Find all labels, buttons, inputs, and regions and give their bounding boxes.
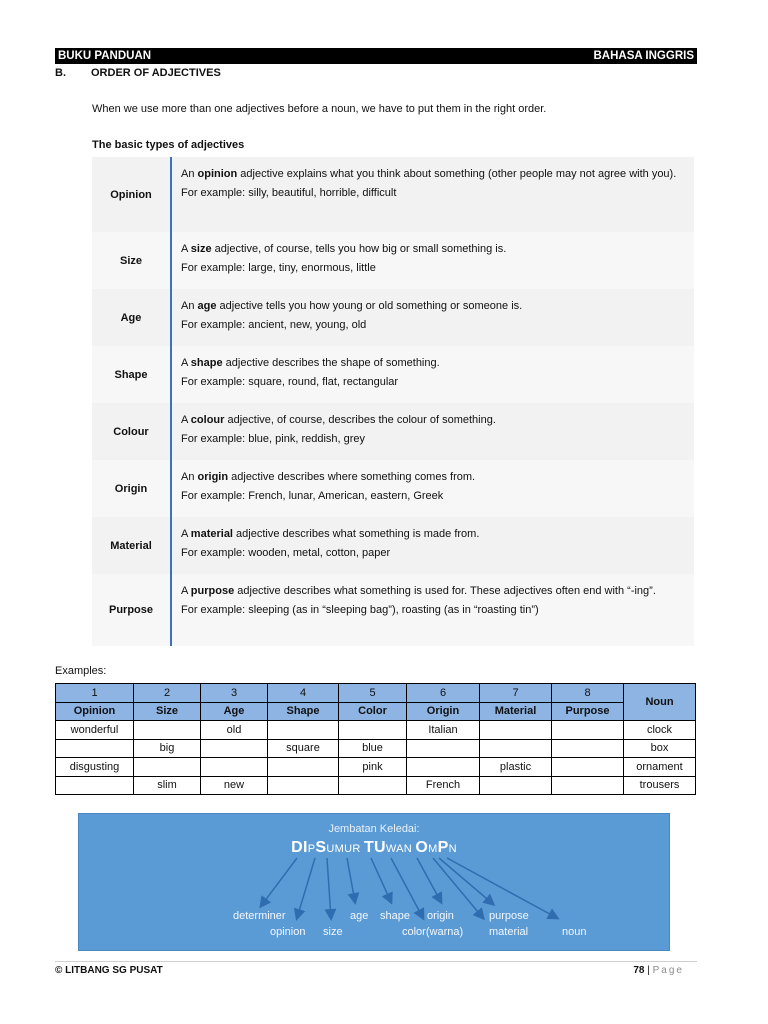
- table-cell: clock: [624, 721, 696, 740]
- column-number: 4: [268, 684, 339, 703]
- table-cell: [56, 739, 134, 758]
- type-description: [172, 574, 694, 646]
- type-definition: [181, 240, 685, 259]
- intro-text: When we use more than one adjectives before a noun, we have to put them in the right order.: [92, 103, 547, 115]
- mnemonic-arrow: [447, 858, 557, 918]
- column-number: 1: [56, 684, 134, 703]
- definition-post: adjective explains what you think about something (other people may not agree with you).: [237, 168, 677, 180]
- definition-pre: A: [181, 243, 191, 255]
- column-header: Material: [480, 702, 552, 721]
- definition-pre: An: [181, 300, 198, 312]
- mnemonic-label: size: [323, 926, 343, 938]
- page-header: [55, 48, 697, 64]
- type-definition: [181, 354, 685, 373]
- type-row-colour: [92, 403, 694, 460]
- definition-keyword: age: [197, 300, 217, 312]
- mnemonic-label: origin: [427, 910, 454, 922]
- table-cell: new: [201, 776, 268, 795]
- definition-pre: A: [181, 357, 191, 369]
- mnemonic-arrow: [391, 858, 423, 918]
- footer-divider: [55, 961, 697, 962]
- table-cell: wonderful: [56, 721, 134, 740]
- table-cell: [268, 776, 339, 795]
- adjective-types-table: [92, 157, 694, 646]
- mnemonic-label: purpose: [489, 910, 529, 922]
- type-description: [172, 346, 694, 403]
- mnemonic-label: age: [350, 910, 369, 922]
- type-example: For example: ancient, new, young, old: [181, 319, 367, 331]
- definition-post: adjective describes what something is made from.: [233, 528, 480, 540]
- mnemonic-arrow: [327, 858, 331, 918]
- type-label: Material: [92, 517, 172, 574]
- type-example: For example: French, lunar, American, eastern, Greek: [181, 490, 444, 502]
- page-separator: |: [644, 965, 653, 976]
- mnemonic-label: opinion: [270, 926, 306, 938]
- type-label: Age: [92, 289, 172, 346]
- table-cell: [480, 776, 552, 795]
- table-cell: [480, 739, 552, 758]
- table-cell: trousers: [624, 776, 696, 795]
- definition-post: adjective describes what something is used for. These adjectives often end with “-ing”.: [234, 585, 656, 597]
- type-row-origin: [92, 460, 694, 517]
- table-cell: [552, 776, 624, 795]
- mnemonic-arrow: [297, 858, 315, 918]
- mnemonic-letter: N: [448, 843, 457, 855]
- page-word: Page: [652, 965, 684, 976]
- mnemonic-letter: S: [315, 839, 327, 856]
- definition-keyword: material: [190, 528, 233, 540]
- mnemonic-letter: TU: [363, 839, 386, 856]
- table-cell: [134, 758, 201, 777]
- examples-table: [55, 683, 696, 795]
- mnemonic-letter: M: [428, 843, 438, 855]
- type-row-age: [92, 289, 694, 346]
- table-cell: square: [268, 739, 339, 758]
- definition-pre: A: [181, 585, 191, 597]
- mnemonic-letter: UMUR: [326, 843, 364, 855]
- column-header: Size: [134, 702, 201, 721]
- table-cell: plastic: [480, 758, 552, 777]
- table-cell: big: [134, 739, 201, 758]
- column-header-noun: Noun: [624, 684, 696, 721]
- definition-keyword: size: [190, 243, 212, 255]
- section-number: B.: [55, 67, 66, 79]
- definition-post: adjective, of course, describes the colour of something.: [224, 414, 496, 426]
- type-description: [172, 517, 694, 574]
- table-cell: French: [407, 776, 480, 795]
- type-example: For example: sleeping (as in “sleeping bag”), roasting (as in “roasting tin”): [181, 604, 539, 616]
- definition-pre: An: [181, 471, 198, 483]
- type-definition: [181, 582, 685, 601]
- table-cell: [56, 776, 134, 795]
- table-cell: [339, 776, 407, 795]
- column-header: Purpose: [552, 702, 624, 721]
- type-row-opinion: [92, 157, 694, 232]
- types-heading: The basic types of adjectives: [92, 139, 245, 151]
- type-example: For example: wooden, metal, cotton, paper: [181, 547, 391, 559]
- table-cell: old: [201, 721, 268, 740]
- definition-pre: A: [181, 528, 191, 540]
- type-row-shape: [92, 346, 694, 403]
- column-header: Age: [201, 702, 268, 721]
- definition-post: adjective tells you how young or old something or someone is.: [216, 300, 523, 312]
- table-row: [56, 758, 696, 777]
- type-definition: [181, 411, 685, 430]
- column-number: 7: [480, 684, 552, 703]
- table-cell: [552, 721, 624, 740]
- type-description: [172, 460, 694, 517]
- table-row: [56, 739, 696, 758]
- mnemonic-box: [78, 813, 670, 951]
- section-title: ORDER OF ADJECTIVES: [91, 67, 221, 79]
- section-heading: [55, 67, 221, 79]
- column-header: Origin: [407, 702, 480, 721]
- table-cell: pink: [339, 758, 407, 777]
- table-cell: [407, 739, 480, 758]
- footer-copyright: © LITBANG SG PUSAT: [55, 965, 163, 976]
- definition-keyword: opinion: [197, 168, 238, 180]
- table-row: [56, 721, 696, 740]
- definition-pre: An: [181, 168, 198, 180]
- table-cell: [134, 721, 201, 740]
- mnemonic-label: shape: [380, 910, 410, 922]
- mnemonic-arrow: [261, 858, 297, 906]
- header-right: BAHASA INGGRIS: [593, 50, 694, 62]
- column-number: 8: [552, 684, 624, 703]
- type-example: For example: large, tiny, enormous, little: [181, 262, 376, 274]
- type-label: Size: [92, 232, 172, 289]
- mnemonic-arrow: [433, 858, 483, 918]
- mnemonic-letter: O: [415, 839, 429, 856]
- header-left: BUKU PANDUAN: [58, 50, 152, 62]
- mnemonic-letter: WAN: [385, 843, 416, 855]
- table-cell: [480, 721, 552, 740]
- table-cell: slim: [134, 776, 201, 795]
- definition-keyword: colour: [190, 414, 225, 426]
- table-cell: box: [624, 739, 696, 758]
- mnemonic-label: noun: [562, 926, 587, 938]
- type-row-purpose: [92, 574, 694, 646]
- type-description: [172, 157, 694, 232]
- table-cell: Italian: [407, 721, 480, 740]
- column-header: Opinion: [56, 702, 134, 721]
- mnemonic-word: [79, 839, 669, 857]
- mnemonic-letter: P: [437, 839, 449, 856]
- definition-post: adjective, of course, tells you how big or small something is.: [211, 243, 507, 255]
- column-header: Shape: [268, 702, 339, 721]
- type-definition: [181, 468, 685, 487]
- table-cell: disgusting: [56, 758, 134, 777]
- table-cell: [552, 739, 624, 758]
- mnemonic-label: determiner: [233, 910, 286, 922]
- footer-page: [633, 965, 684, 976]
- mnemonic-arrow: [347, 858, 355, 902]
- type-label: Opinion: [92, 157, 172, 232]
- column-number: 2: [134, 684, 201, 703]
- mnemonic-label: material: [489, 926, 529, 938]
- column-number: 3: [201, 684, 268, 703]
- definition-post: adjective describes where something comes from.: [228, 471, 476, 483]
- mnemonic-title: Jembatan Keledai:: [328, 823, 420, 835]
- type-description: [172, 403, 694, 460]
- mnemonic-arrow: [371, 858, 391, 902]
- type-label: Shape: [92, 346, 172, 403]
- table-cell: [201, 758, 268, 777]
- type-definition: [181, 525, 685, 544]
- table-cell: ornament: [624, 758, 696, 777]
- table-row: [56, 776, 696, 795]
- type-row-size: [92, 232, 694, 289]
- table-cell: [268, 721, 339, 740]
- mnemonic-label: color(warna): [402, 926, 464, 938]
- type-row-material: [92, 517, 694, 574]
- mnemonic-arrow: [417, 858, 441, 902]
- definition-keyword: origin: [197, 471, 229, 483]
- type-definition: [181, 165, 685, 184]
- type-example: For example: square, round, flat, rectangular: [181, 376, 399, 388]
- type-example: For example: silly, beautiful, horrible, difficult: [181, 187, 397, 199]
- examples-label: Examples:: [55, 665, 107, 677]
- page-number: 78: [633, 965, 645, 976]
- column-number: 6: [407, 684, 480, 703]
- definition-post: adjective describes the shape of something.: [222, 357, 440, 369]
- type-definition: [181, 297, 685, 316]
- table-cell: blue: [339, 739, 407, 758]
- examples-header-row: [56, 702, 696, 721]
- table-cell: [268, 758, 339, 777]
- table-cell: [339, 721, 407, 740]
- type-description: [172, 289, 694, 346]
- type-label: Purpose: [92, 574, 172, 646]
- mnemonic-letter: DI: [291, 839, 308, 856]
- type-example: For example: blue, pink, reddish, grey: [181, 433, 366, 445]
- mnemonic-letter: P: [307, 843, 316, 855]
- type-label: Origin: [92, 460, 172, 517]
- type-label: Colour: [92, 403, 172, 460]
- definition-pre: A: [181, 414, 191, 426]
- table-cell: [552, 758, 624, 777]
- column-header: Color: [339, 702, 407, 721]
- definition-keyword: shape: [190, 357, 223, 369]
- type-description: [172, 232, 694, 289]
- table-cell: [201, 739, 268, 758]
- definition-keyword: purpose: [190, 585, 235, 597]
- column-number: 5: [339, 684, 407, 703]
- examples-number-row: [56, 684, 696, 703]
- table-cell: [407, 758, 480, 777]
